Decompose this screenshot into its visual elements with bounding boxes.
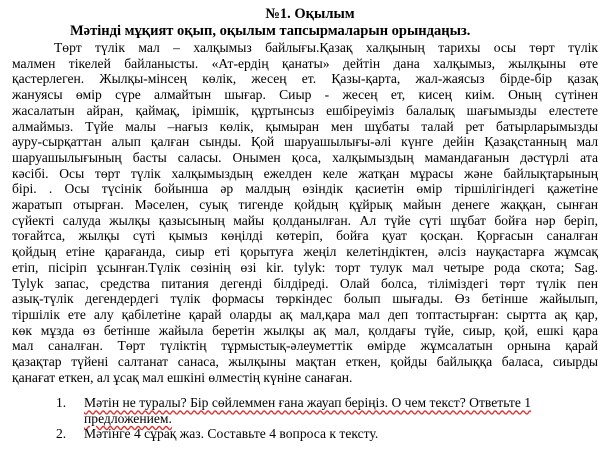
passage-line: етіп, пісіріп ұсынған.Түлік сөзінің өзі kir. tylyk: торт тулук мал четыре рода скота; Sag.: [12, 259, 598, 275]
passage-line: Төрт түлік мал – халқымыз байлығы.Қазақ халқының тарихы осы төрт түлік: [54, 40, 598, 55]
task-item: [56, 395, 598, 426]
passage-line: шаруашылығының басты саласы. Онымен қоса, халқымыздың мамандағанын дәстүрлі ата: [12, 149, 598, 165]
section-heading: №1. Оқылым: [265, 6, 355, 22]
passage-line: малмен тікелей байланысты. «Ат-ердің қанаты» дейтін дана халқымыз, жылқыны өте: [12, 55, 598, 71]
passage-line: мал саналған. Төрт түліктің тұрмыстық-әлеуметтік өмірде жұмсалатын орнына қарай: [12, 338, 598, 354]
passage-line: жасалатын айран, қаймақ, ірімшік, құртынсыз ешбіреуіміз балалық шағымызды елестете: [12, 102, 598, 118]
passage-line: жануясы өмір сүре алмайтын шығар. Сиыр - жесең ет, кисең киім. Оның сүтінен: [12, 87, 598, 103]
passage-line: қанағат еткен, ал ұсақ мал ешкіні өлместің күніне санаған.: [12, 369, 353, 385]
task-number: 1.: [56, 395, 67, 411]
passage-line: сүйекті салуда жылқы қазысының майы қолданылған. Ал түйе сүті шұбат бойға нәр беріп,: [12, 212, 598, 228]
task-item: [56, 426, 598, 442]
passage-line: тоғайтса, жылқы сүті қымыз көңілді көтеріп, бойға қуат қосқан. Қорғасын саналған: [12, 228, 598, 244]
passage-line: алмаймыз. Түйе малы –нағыз көлік, қымыран мен шұбаты талай рет батырларымызды: [12, 118, 598, 134]
passage-line: тіршілік ете алу қабілетіне қарай оларды ақ мал,қара мал деп топтастырған: сыртта ақ қар,: [12, 306, 598, 322]
instruction-subheading: Мәтінді мұқият оқып, оқылым тапсырмаларын орындаңыз.: [70, 23, 471, 39]
passage-line: көк мұзда өз бетінше жайыла беретін жылқы ақ мал, қолдағы түйе, сиыр, қой, ешкі қара: [12, 322, 598, 338]
task-list: [12, 395, 598, 442]
passage-line: қойдың етіне қарағанда, сиыр еті қорытуға жеңіл келетіндіктен, әлсіз науқастарға жұмсақ: [12, 244, 598, 260]
task-number: 2.: [56, 426, 67, 442]
passage-line: бірі. . Осы түсінік бойынша әр малдың өзіндік қасиетін өмір тіршілігіндегі қажетіне: [12, 181, 598, 197]
passage-line: қазақтар түйені салтанат санаса, жылқыны мақтан еткен, қойды байлыққа баласа, сиырды: [12, 354, 598, 370]
passage-line: ауру-сырқаттан алып қалған сынды. Қой шаруашылығы-әлі күнге дейін Қазақстанның мал: [12, 134, 598, 150]
passage-line: Tylyk запас, средства питания дегенді білдіреді. Олай болса, тіліміздегі төрт түлік пен: [12, 275, 598, 291]
passage-line: азық-түлік дегендердегі түлік формасы төркіндес болып шығады. Өз бетінше жайылып,: [12, 291, 598, 307]
reading-passage: [12, 40, 598, 385]
task-text: Мәтін не туралы? Бір сөйлеммен ғана жауап беріңіз. О чем текст? Ответьте 1 предложением.: [84, 395, 532, 426]
passage-line: кәсібі. Осы төрт түлік халқымыздың ежелден келе жатқан мұрасы және байлықтарының: [12, 165, 598, 181]
passage-line: қастерлеген. Жылқы-мінсең көлік, жесең ет. Қазы-қарта, жал-жаясыз бірде-бір қазақ: [12, 71, 598, 87]
task-text: Мәтінге 4 сұрақ жаз. Составьте 4 вопроса к тексту.: [84, 426, 379, 442]
passage-line: жаратып отырған. Мәселен, суық тигенде қойдың құйрық майын денеге жаққан, сынған: [12, 197, 598, 213]
